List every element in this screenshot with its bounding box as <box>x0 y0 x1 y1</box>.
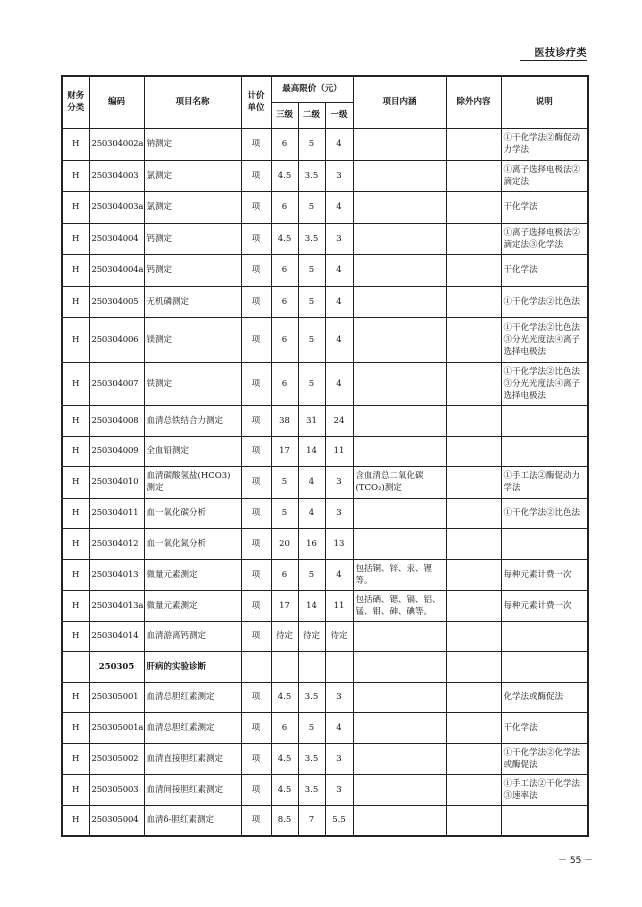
header-code: 编码 <box>89 76 144 128</box>
fin-category-cell: H <box>62 743 89 774</box>
notes-cell: ①干化学法②比色法 <box>501 286 588 317</box>
code-cell: 250305004 <box>89 805 144 836</box>
price-level1-cell: 待定 <box>325 621 353 651</box>
price-level1-cell <box>325 651 353 682</box>
code-cell: 250304004 <box>89 223 144 254</box>
code-cell: 250305003 <box>89 774 144 805</box>
exclusions-cell <box>446 191 501 223</box>
price-table <box>61 75 589 837</box>
notes-cell: ①干化学法②比色法③分光光度法④离子选择电极法 <box>501 362 588 405</box>
header-exclusions: 除外内容 <box>446 76 501 128</box>
price-level2-cell: 5 <box>298 712 325 743</box>
notes-cell <box>501 528 588 559</box>
header-level2: 二级 <box>298 102 325 128</box>
price-level3-cell: 4.5 <box>271 774 298 805</box>
price-level1-cell: 3 <box>325 498 353 528</box>
price-level1-cell: 24 <box>325 405 353 436</box>
price-level3-cell: 6 <box>271 712 298 743</box>
unit-cell: 项 <box>241 128 271 160</box>
code-cell: 250304012 <box>89 528 144 559</box>
exclusions-cell <box>446 362 501 405</box>
item-name-cell: 无机磷测定 <box>144 286 241 317</box>
notes-cell: ①离子选择电极法②滴定法③化学法 <box>501 223 588 254</box>
unit-cell: 项 <box>241 682 271 712</box>
price-level3-cell: 待定 <box>271 621 298 651</box>
exclusions-cell <box>446 286 501 317</box>
unit-cell: 项 <box>241 498 271 528</box>
price-level1-cell: 3 <box>325 160 353 191</box>
code-cell: 250305001a <box>89 712 144 743</box>
item-name-cell: 血清间接胆红素测定 <box>144 774 241 805</box>
code-cell: 250304004a <box>89 254 144 286</box>
unit-cell: 项 <box>241 223 271 254</box>
fin-category-cell: H <box>62 362 89 405</box>
unit-cell: 项 <box>241 160 271 191</box>
table-row <box>62 498 588 528</box>
item-name-cell: 血一氧化氮分析 <box>144 528 241 559</box>
table-row <box>62 590 588 621</box>
table-row <box>62 405 588 436</box>
price-level1-cell: 3 <box>325 774 353 805</box>
price-level2-cell: 14 <box>298 590 325 621</box>
fin-category-cell: H <box>62 191 89 223</box>
exclusions-cell <box>446 621 501 651</box>
content-cell <box>353 405 446 436</box>
notes-cell: ①干化学法②化学法或酶促法 <box>501 743 588 774</box>
unit-cell: 项 <box>241 466 271 498</box>
fin-category-cell: H <box>62 128 89 160</box>
table-row <box>62 466 588 498</box>
content-cell: 包括硒、锶、镉、铝、锰、钼、砷、碘等。 <box>353 590 446 621</box>
price-level3-cell: 6 <box>271 286 298 317</box>
notes-cell: 每种元素计费一次 <box>501 590 588 621</box>
fin-category-cell <box>62 651 89 682</box>
price-level3-cell: 6 <box>271 191 298 223</box>
category-row <box>62 651 588 682</box>
table-row <box>62 160 588 191</box>
item-name-cell: 铁测定 <box>144 362 241 405</box>
unit-cell: 项 <box>241 254 271 286</box>
item-name-cell: 微量元素测定 <box>144 590 241 621</box>
exclusions-cell <box>446 223 501 254</box>
unit-cell: 项 <box>241 712 271 743</box>
price-level1-cell: 11 <box>325 436 353 466</box>
price-level3-cell: 8.5 <box>271 805 298 836</box>
table-row <box>62 743 588 774</box>
content-cell <box>353 774 446 805</box>
price-level2-cell: 7 <box>298 805 325 836</box>
code-cell: 250304008 <box>89 405 144 436</box>
price-level3-cell <box>271 651 298 682</box>
page-number: － 55 － <box>558 856 594 866</box>
notes-cell: ①干化学法②酶促动力学法 <box>501 128 588 160</box>
item-name-cell: 钙测定 <box>144 254 241 286</box>
unit-cell: 项 <box>241 528 271 559</box>
fin-category-cell: H <box>62 254 89 286</box>
unit-cell: 项 <box>241 590 271 621</box>
content-cell <box>353 436 446 466</box>
unit-cell: 项 <box>241 436 271 466</box>
price-level3-cell: 5 <box>271 466 298 498</box>
notes-cell <box>501 621 588 651</box>
fin-category-cell: H <box>62 590 89 621</box>
fin-category-cell: H <box>62 498 89 528</box>
table-row <box>62 286 588 317</box>
header-item-name: 项目名称 <box>144 76 241 128</box>
price-level1-cell: 4 <box>325 317 353 362</box>
item-name-cell: 氯测定 <box>144 160 241 191</box>
content-cell <box>353 128 446 160</box>
unit-cell <box>241 651 271 682</box>
item-name-cell: 血清总胆红素测定 <box>144 712 241 743</box>
price-level1-cell: 4 <box>325 128 353 160</box>
fin-category-cell: H <box>62 286 89 317</box>
header-fin-category: 财务分类 <box>62 76 89 128</box>
fin-category-cell: H <box>62 805 89 836</box>
notes-cell: ①手工法②干化学法③速率法 <box>501 774 588 805</box>
table-row <box>62 682 588 712</box>
notes-cell <box>501 436 588 466</box>
price-level1-cell: 3 <box>325 466 353 498</box>
exclusions-cell <box>446 805 501 836</box>
exclusions-cell <box>446 254 501 286</box>
exclusions-cell <box>446 651 501 682</box>
item-name-cell: 血清游离钙测定 <box>144 621 241 651</box>
header-content: 项目内涵 <box>353 76 446 128</box>
fin-category-cell: H <box>62 405 89 436</box>
price-level2-cell: 4 <box>298 466 325 498</box>
table-row <box>62 805 588 836</box>
fin-category-cell: H <box>62 559 89 590</box>
table-row <box>62 712 588 743</box>
price-level3-cell: 6 <box>271 559 298 590</box>
price-level3-cell: 6 <box>271 128 298 160</box>
content-cell: 含血清总二氧化碳(TCO₂)测定 <box>353 466 446 498</box>
code-cell: 250304009 <box>89 436 144 466</box>
price-level3-cell: 4.5 <box>271 682 298 712</box>
header-notes: 说明 <box>501 76 588 128</box>
table-row <box>62 362 588 405</box>
table-row <box>62 254 588 286</box>
price-level1-cell: 4 <box>325 712 353 743</box>
table-row <box>62 317 588 362</box>
table-row <box>62 223 588 254</box>
exclusions-cell <box>446 160 501 191</box>
unit-cell: 项 <box>241 362 271 405</box>
content-cell <box>353 621 446 651</box>
exclusions-cell <box>446 743 501 774</box>
content-cell: 包括铜、锌、汞、锂等。 <box>353 559 446 590</box>
price-level3-cell: 5 <box>271 498 298 528</box>
exclusions-cell <box>446 774 501 805</box>
exclusions-cell <box>446 128 501 160</box>
section-label: 医技诊疗类 <box>520 44 587 61</box>
exclusions-cell <box>446 559 501 590</box>
price-level1-cell: 4 <box>325 559 353 590</box>
unit-cell: 项 <box>241 191 271 223</box>
price-level3-cell: 4.5 <box>271 743 298 774</box>
price-level1-cell: 4 <box>325 362 353 405</box>
price-level1-cell: 5.5 <box>325 805 353 836</box>
code-cell: 250304006 <box>89 317 144 362</box>
price-level3-cell: 17 <box>271 590 298 621</box>
item-name-cell: 血一氧化碳分析 <box>144 498 241 528</box>
code-cell: 250304013a <box>89 590 144 621</box>
table-row <box>62 621 588 651</box>
price-level2-cell: 4 <box>298 498 325 528</box>
code-cell: 250304005 <box>89 286 144 317</box>
price-level3-cell: 17 <box>271 436 298 466</box>
notes-cell: ①干化学法②比色法 <box>501 498 588 528</box>
fin-category-cell: H <box>62 436 89 466</box>
notes-cell <box>501 651 588 682</box>
code-cell: 250304010 <box>89 466 144 498</box>
unit-cell: 项 <box>241 317 271 362</box>
table-row <box>62 191 588 223</box>
price-level2-cell: 5 <box>298 128 325 160</box>
exclusions-cell <box>446 590 501 621</box>
price-level3-cell: 38 <box>271 405 298 436</box>
code-cell: 250304003 <box>89 160 144 191</box>
table-row <box>62 559 588 590</box>
table-row <box>62 774 588 805</box>
item-name-cell: 血清总胆红素测定 <box>144 682 241 712</box>
price-level1-cell: 4 <box>325 286 353 317</box>
code-cell: 250304011 <box>89 498 144 528</box>
price-level2-cell: 3.5 <box>298 743 325 774</box>
unit-cell: 项 <box>241 743 271 774</box>
table-body <box>62 128 588 836</box>
content-cell <box>353 712 446 743</box>
unit-cell: 项 <box>241 621 271 651</box>
content-cell <box>353 223 446 254</box>
content-cell <box>353 805 446 836</box>
unit-cell: 项 <box>241 774 271 805</box>
fin-category-cell: H <box>62 682 89 712</box>
exclusions-cell <box>446 466 501 498</box>
price-level1-cell: 13 <box>325 528 353 559</box>
price-level1-cell: 4 <box>325 254 353 286</box>
code-cell: 250304007 <box>89 362 144 405</box>
table-row <box>62 436 588 466</box>
notes-cell: 干化学法 <box>501 712 588 743</box>
price-level2-cell: 14 <box>298 436 325 466</box>
header-unit: 计价单位 <box>241 76 271 128</box>
content-cell <box>353 743 446 774</box>
price-level1-cell: 3 <box>325 223 353 254</box>
price-level2-cell: 3.5 <box>298 223 325 254</box>
price-level2-cell: 3.5 <box>298 160 325 191</box>
price-level3-cell: 6 <box>271 362 298 405</box>
content-cell <box>353 160 446 191</box>
exclusions-cell <box>446 712 501 743</box>
notes-cell: 化学法或酶促法 <box>501 682 588 712</box>
exclusions-cell <box>446 405 501 436</box>
code-cell: 250304003a <box>89 191 144 223</box>
content-cell <box>353 651 446 682</box>
price-level2-cell: 5 <box>298 254 325 286</box>
item-name-cell: 镁测定 <box>144 317 241 362</box>
price-level3-cell: 20 <box>271 528 298 559</box>
notes-cell: ①手工法②酶促动力学法 <box>501 466 588 498</box>
price-level2-cell: 5 <box>298 286 325 317</box>
price-level2-cell: 3.5 <box>298 682 325 712</box>
price-level2-cell: 3.5 <box>298 774 325 805</box>
content-cell <box>353 498 446 528</box>
price-level2-cell: 5 <box>298 191 325 223</box>
notes-cell: 每种元素计费一次 <box>501 559 588 590</box>
item-name-cell: 钠测定 <box>144 128 241 160</box>
fin-category-cell: H <box>62 317 89 362</box>
fin-category-cell: H <box>62 160 89 191</box>
header-max-price: 最高限价（元） <box>271 76 353 102</box>
item-name-cell: 钙测定 <box>144 223 241 254</box>
table-header <box>62 76 588 128</box>
content-cell <box>353 254 446 286</box>
exclusions-cell <box>446 317 501 362</box>
price-level1-cell: 11 <box>325 590 353 621</box>
price-level2-cell <box>298 651 325 682</box>
item-name-cell: 肝病的实验诊断 <box>144 651 241 682</box>
price-level1-cell: 4 <box>325 191 353 223</box>
code-cell: 250304014 <box>89 621 144 651</box>
header-level1: 一级 <box>325 102 353 128</box>
content-cell <box>353 528 446 559</box>
item-name-cell: 氯测定 <box>144 191 241 223</box>
content-cell <box>353 191 446 223</box>
notes-cell: ①离子选择电极法②滴定法 <box>501 160 588 191</box>
content-cell <box>353 362 446 405</box>
price-level1-cell: 3 <box>325 743 353 774</box>
notes-cell: 干化学法 <box>501 191 588 223</box>
code-cell: 250304002a <box>89 128 144 160</box>
price-level2-cell: 31 <box>298 405 325 436</box>
table-row <box>62 128 588 160</box>
price-level2-cell: 5 <box>298 362 325 405</box>
item-name-cell: 血清碳酸氢盐(HCO3)测定 <box>144 466 241 498</box>
notes-cell <box>501 805 588 836</box>
price-level2-cell: 16 <box>298 528 325 559</box>
unit-cell: 项 <box>241 286 271 317</box>
item-name-cell: 血清δ-胆红素测定 <box>144 805 241 836</box>
price-level2-cell: 5 <box>298 559 325 590</box>
price-level2-cell: 5 <box>298 317 325 362</box>
content-cell <box>353 682 446 712</box>
notes-cell <box>501 405 588 436</box>
content-cell <box>353 317 446 362</box>
notes-cell: ①干化学法②比色法③分光光度法④离子选择电极法 <box>501 317 588 362</box>
item-name-cell: 血清直接胆红素测定 <box>144 743 241 774</box>
exclusions-cell <box>446 436 501 466</box>
fin-category-cell: H <box>62 528 89 559</box>
fin-category-cell: H <box>62 223 89 254</box>
item-name-cell: 血清总铁结合力测定 <box>144 405 241 436</box>
fin-category-cell: H <box>62 712 89 743</box>
fin-category-cell: H <box>62 466 89 498</box>
exclusions-cell <box>446 682 501 712</box>
unit-cell: 项 <box>241 805 271 836</box>
content-cell <box>353 286 446 317</box>
price-level3-cell: 4.5 <box>271 160 298 191</box>
code-cell: 250304013 <box>89 559 144 590</box>
code-cell: 250305001 <box>89 682 144 712</box>
price-level1-cell: 3 <box>325 682 353 712</box>
table-row <box>62 528 588 559</box>
exclusions-cell <box>446 498 501 528</box>
price-level2-cell: 待定 <box>298 621 325 651</box>
header-level3: 三级 <box>271 102 298 128</box>
code-cell: 250305 <box>89 651 144 682</box>
fin-category-cell: H <box>62 621 89 651</box>
exclusions-cell <box>446 528 501 559</box>
notes-cell: 干化学法 <box>501 254 588 286</box>
price-level3-cell: 4.5 <box>271 223 298 254</box>
unit-cell: 项 <box>241 559 271 590</box>
fin-category-cell: H <box>62 774 89 805</box>
unit-cell: 项 <box>241 405 271 436</box>
item-name-cell: 全血铅测定 <box>144 436 241 466</box>
item-name-cell: 微量元素测定 <box>144 559 241 590</box>
price-level3-cell: 6 <box>271 317 298 362</box>
code-cell: 250305002 <box>89 743 144 774</box>
price-level3-cell: 6 <box>271 254 298 286</box>
